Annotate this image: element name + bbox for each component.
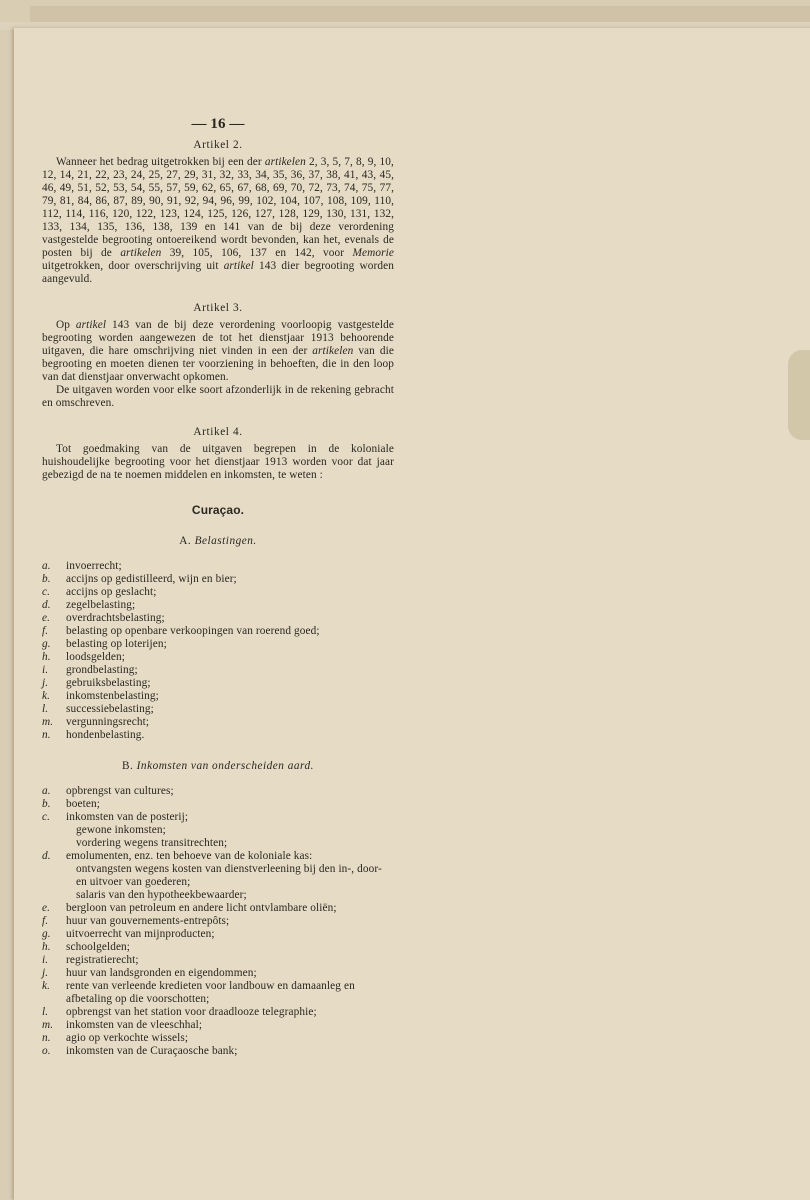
list-item: f. huur van gouvernements-entrepôts; — [42, 915, 230, 927]
page-number: — 16 — — [191, 116, 245, 132]
list-item: b. boeten; — [42, 798, 100, 810]
list-item: j. huur van landsgronden en eigendommen; — [42, 967, 257, 979]
list-item: h. loodsgelden; — [42, 651, 125, 663]
list-subitem: salaris van den hypotheekbewaarder; — [76, 889, 247, 901]
article-2-paragraph: Wanneer het bedrag uitgetrokken bij een der artikelen 2, 3, 5, 7, 8, 9, 10, 12, 14, 21, 22, 23, 24, 25, 27, 29, 31, 32, 33, 34, 35, 36, 37, 38, 41, 43, 45, 46, 49, 51, 52, 53, 54, 55, 57, 59, 62, 65, 67, 68, 69, 70, 72, 73, 74, 75, 77, 79, 81, 84, 86, 87, 89, 90, 91, 92, 94, 96, 99, 102, 104, 107, 108, 109, 110, 112, 114, 116, 120, 122, 123, 124, 125, 126, 127, 128, 129, 130, 131, 132, 133, 134, 135, 136, 138, 139 en 141 van de bij deze verordening vastgestelde begrooting ontoereikend wordt bevonden, kan het, evenals de posten bij de artikelen 39, 105, 106, 137 en 142, voor Memorie uitgetrokken, door overschrijving uit artikel 143 dier begrooting worden aangevuld. — [42, 156, 394, 285]
list-item: l. successiebelasting; — [42, 703, 154, 715]
list-item: g. uitvoerrecht van mijnproducten; — [42, 928, 215, 940]
paper-tear — [788, 350, 810, 440]
list-item: g. belasting op loterijen; — [42, 638, 167, 650]
list-item: l. opbrengst van het station voor draadlooze telegraphie; — [42, 1006, 317, 1018]
list-item: c. accijns op geslacht; — [42, 586, 157, 598]
list-item: h. schoolgelden; — [42, 941, 131, 953]
list-item: e. bergloon van petroleum en andere licht ontvlambare oliën; — [42, 902, 337, 914]
list-item: i. registratierecht; — [42, 954, 139, 966]
list-item: n. hondenbelasting. — [42, 729, 145, 741]
article-3-paragraph-2: De uitgaven worden voor elke soort afzonderlijk in de rekening gebracht en omschreven. — [42, 384, 394, 409]
list-item: e. overdrachtsbelasting; — [42, 612, 165, 624]
list-item: d. zegelbelasting; — [42, 599, 136, 611]
article-3-paragraph-1: Op artikel 143 van de bij deze verordening voorloopig vastgestelde begrooting worden aangewezen de tot het dienstjaar 1913 behoorende uitgaven, die hare omschrijving niet vinden in een der artikelen van die begrooting en moeten dienen ter voorziening in behoeften, die in den loop van dat dienstjaar onverwacht opkomen. — [42, 319, 394, 383]
article-4-paragraph: Tot goedmaking van de uitgaven begrepen in de koloniale huishoudelijke begrooting voor het dienstjaar 1913 worden voor dat jaar gebezigd de na te noemen middelen en inkomsten, te weten : — [42, 443, 394, 481]
section-b-heading: B. Inkomsten van onderscheiden aard. — [121, 760, 315, 772]
section-a-list — [42, 560, 394, 742]
list-item: j. gebruiksbelasting; — [42, 677, 151, 689]
list-item: c. inkomsten van de posterij; gewone inkomsten; vordering wegens transitrechten; — [42, 811, 394, 850]
section-a-heading: A. Belastingen. — [179, 535, 257, 547]
place-heading: Curaçao. — [191, 503, 245, 517]
list-item: f. belasting op openbare verkoopingen van roerend goed; — [42, 625, 320, 637]
list-subitem: ontvangsten wegens kosten van dienstverleening bij den in-, door- en uitvoer van goederen; — [76, 863, 382, 888]
list-item: k. inkomstenbelasting; — [42, 690, 159, 702]
list-item: d. emolumenten, enz. ten behoeve van de koloniale kas: ontvangsten wegens kosten van dienstverleening bij den in-, door- en uitvoer van goederen; salaris van den hypotheekbewaarder; — [42, 850, 394, 902]
list-item: o. inkomsten van de Curaçaosche bank; — [42, 1045, 238, 1057]
list-item: m. inkomsten van de vleeschhal; — [42, 1019, 203, 1031]
list-item: a. opbrengst van cultures; — [42, 785, 174, 797]
list-subitem: vordering wegens transitrechten; — [76, 837, 228, 849]
list-item: k. rente van verleende kredieten voor landbouw en damaanleg en afbetaling op die voorschotten; — [42, 980, 355, 1005]
list-subitem: gewone inkomsten; — [76, 824, 166, 836]
article-2-heading: Artikel 2. — [193, 139, 243, 151]
list-item: i. grondbelasting; — [42, 664, 138, 676]
document-text-column — [42, 118, 394, 1058]
list-item: m. vergunningsrecht; — [42, 716, 150, 728]
article-3-heading: Artikel 3. — [193, 302, 243, 314]
section-b-list — [42, 785, 394, 1058]
list-item: b. accijns op gedistilleerd, wijn en bier; — [42, 573, 237, 585]
list-item: n. agio op verkochte wissels; — [42, 1032, 189, 1044]
list-item: a. invoerrecht; — [42, 560, 122, 572]
article-4-heading: Artikel 4. — [193, 426, 243, 438]
